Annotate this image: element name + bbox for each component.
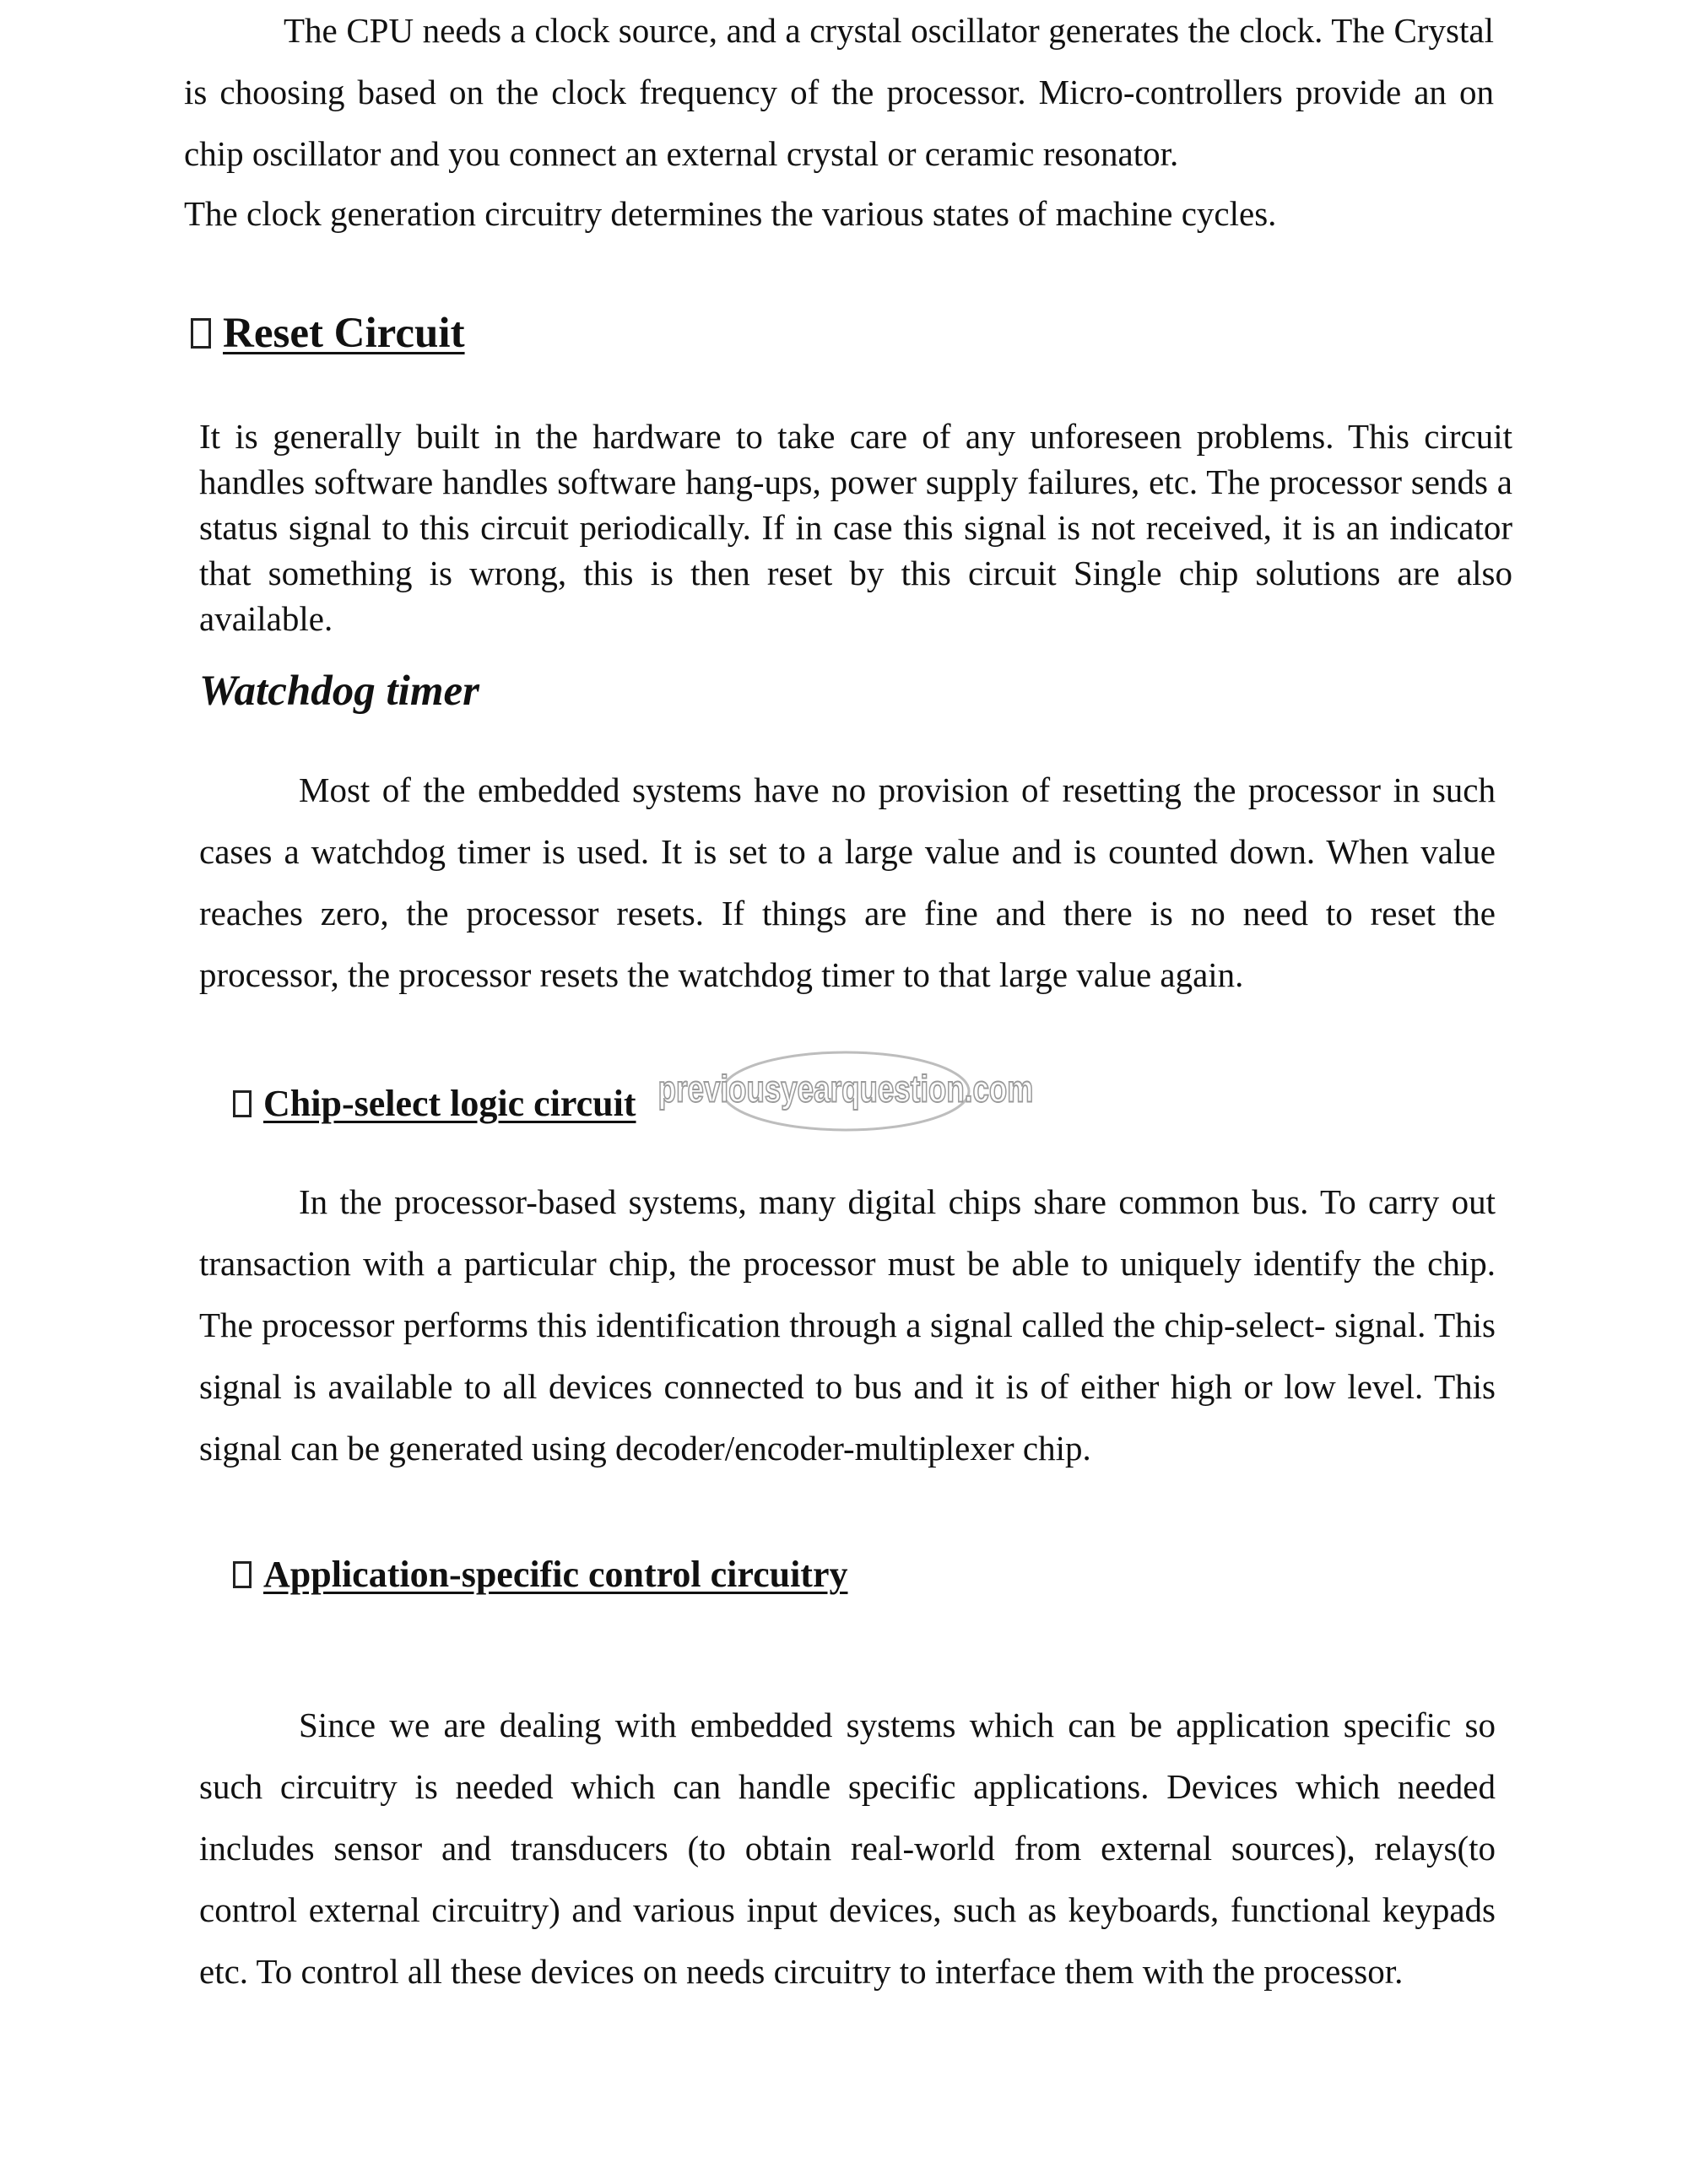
watchdog-timer-heading: Watchdog timer (199, 668, 479, 715)
application-heading (233, 1553, 847, 1596)
watermark-text: previousyearquestion.com (657, 1068, 1034, 1111)
chip-select-paragraph: In the processor-based systems, many digital chips share common bus. To carry out transaction with a particular chip, the processor must be able to uniquely identify the chip. The processor performs this identification through a signal called the chip-select- signal. This signal is available to all devices connected to bus and it is of either high or low level. This signal can be generated using decoder/encoder-multiplexer chip. (199, 1182, 1496, 1468)
square-bullet-icon (233, 1090, 252, 1117)
clock-paragraph-line2: The clock generation circuitry determines the various states of machine cycles. (184, 194, 1277, 233)
square-bullet-icon (233, 1561, 252, 1588)
reset-circuit-title: Reset Circuit (223, 310, 465, 357)
application-title: Application-specific control circuitry (263, 1554, 848, 1595)
clock-section (184, 0, 1494, 245)
square-bullet-icon (191, 318, 211, 349)
watchdog-paragraph: Most of the embedded systems have no provision of resetting the processor in such cases a watchdog timer is used. It is set to a large value and is counted down. When value reaches zero, the processor resets. If things are fine and there is no need to reset the processor, the processor resets the watchdog timer to that large value again. (199, 770, 1496, 994)
clock-paragraph: The CPU needs a clock source, and a crystal oscillator generates the clock. The Crystal is choosing based on the clock frequency of the processor. Micro-controllers provide an on chip oscillator and you connect an external crystal or ceramic resonator. (184, 11, 1494, 173)
application-section (199, 1695, 1496, 2003)
watermark-oval-icon (657, 1048, 1034, 1134)
reset-paragraph: It is generally built in the hardware to take care of any unforeseen problems. This circuit handles software handles software hang-ups, power supply failures, etc. The processor sends a status signal to this circuit periodically. If in case this signal is not received, it is an indicator that something is wrong, this is then reset by this circuit Single chip solutions are also available. (199, 417, 1512, 638)
watchdog-section (199, 760, 1496, 1006)
reset-section (199, 414, 1512, 641)
chip-select-title: Chip-select logic circuit (263, 1083, 636, 1124)
watermark-logo (657, 1048, 1034, 1134)
chip-select-section (199, 1171, 1496, 1479)
chip-select-heading (233, 1082, 636, 1125)
reset-circuit-heading (191, 309, 465, 358)
application-paragraph: Since we are dealing with embedded systems which can be application specific so such circuitry is needed which can handle specific applications. Devices which needed includes sensor and transducers (to obtain real-world from external sources), relays(to control external circuitry) and various input devices, such as keyboards, functional keypads etc. To control all these devices on needs circuitry to interface them with the processor. (199, 1706, 1496, 1991)
